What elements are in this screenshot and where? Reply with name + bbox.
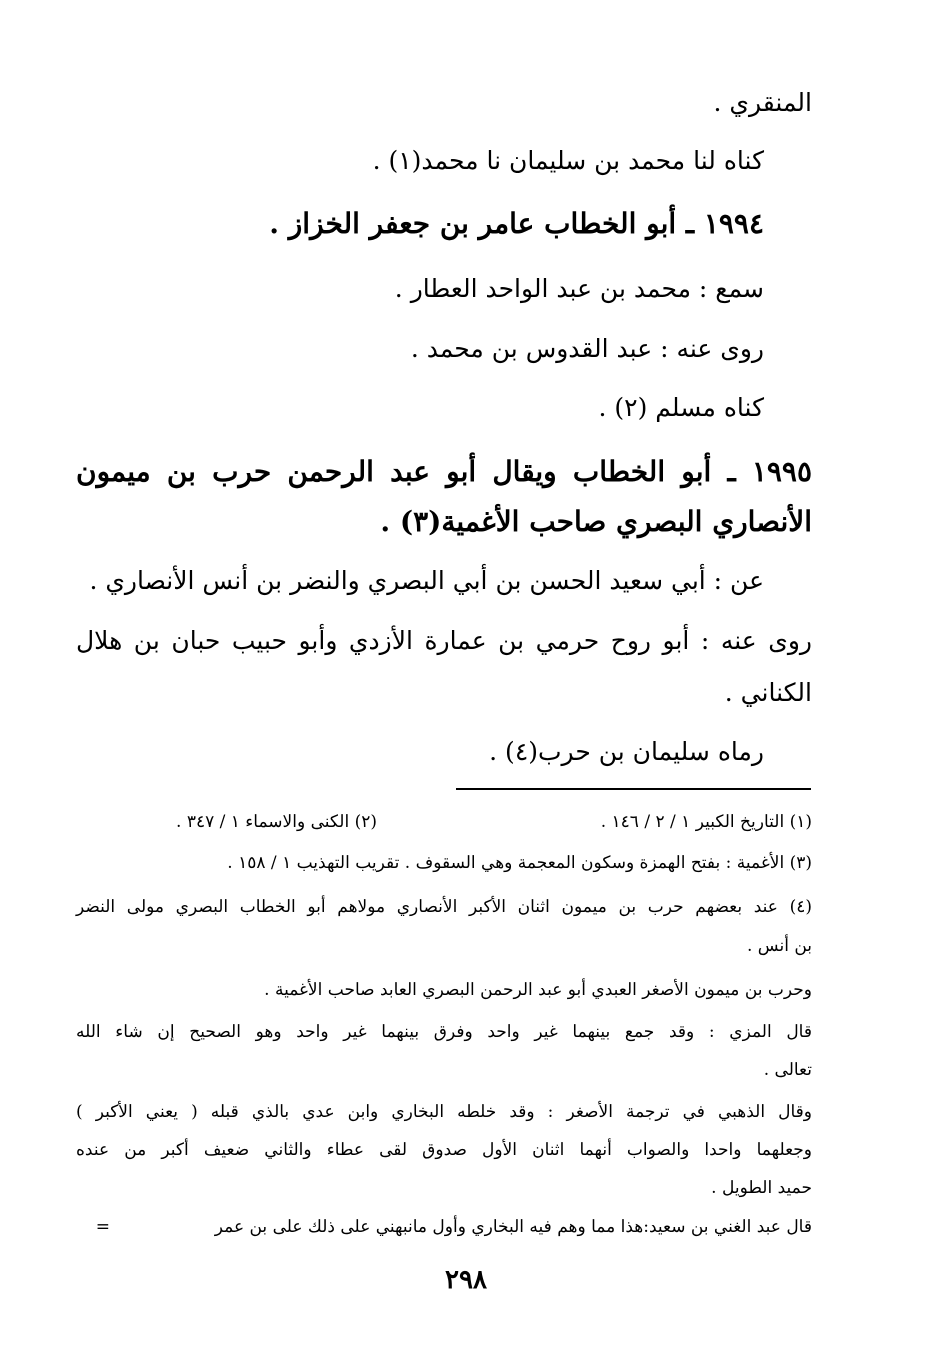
text-line: سمع : محمد بن عبد الواحد العطار . [394,274,764,303]
text-line: روى عنه : عبد القدوس بن محمد . [410,334,764,363]
footnote-4-line: تعالى . [763,1060,812,1080]
page-number: ٢٩٨ [445,1265,487,1295]
text-line: كناه لنا محمد بن سليمان نا محمد(١) . [372,146,764,175]
footnote-4-line: وحرب بن ميمون الأصغر العبدي أبو عبد الرحمن البصري العابد صاحب الأغمية . [264,980,812,1000]
text-line: المنقري . [713,88,812,117]
footnote-4-line: قال المزي : وقد جمع بينهما غير واحد وفرق بينهما غير واحد وهو الصحيح إن شاء الله [76,1022,812,1042]
footnote-4-line: قال عبد الغني بن سعيد:هذا مما وهم فيه البخاري وأول مانبهني على ذلك على بن عمر [214,1217,812,1237]
continuation-mark: = [95,1217,110,1237]
footnote-2: (٢) الكنى والاسماء ١ / ٣٤٧ . [176,812,377,832]
footnote-4-line: وقال الذهبي في ترجمة الأصغر : وقد خلطه البخاري وابن عدي بالذي قبله ( يعني الأكبر ) [76,1102,812,1122]
footnote-4-line: حميد الطويل . [711,1178,812,1198]
footnote-separator [456,788,811,790]
text-line: الكناني . [724,678,812,707]
footnote-4-line: وجعلهما واحدا والصواب أنهما اثنان الأول صدوق لقى عطاء والثاني ضعيف أكبر من عنده [76,1140,812,1160]
entry-heading-1994: ١٩٩٤ ـ أبو الخطاب عامر بن جعفر الخزاز . [269,207,764,240]
footnote-4: (٤) عند بعضهم حرب بن ميمون اثنان الأكبر الأنصاري مولاهم أبو الخطاب البصري مولى النضر [76,897,812,917]
text-line: كناه مسلم (٢) . [598,393,764,422]
footnote-1: (١) التاريخ الكبير ١ / ٢ / ١٤٦ . [600,812,812,832]
footnote-3: (٣) الأغمية : بفتح الهمزة وسكون المعجمة وهي السقوف . تقريب التهذيب ١ / ١٥٨ . [227,853,812,873]
footnote-4-line: بن أنس . [746,936,812,956]
entry-heading-1995-cont: الأنصاري البصري صاحب الأغمية(٣) . [380,505,812,538]
text-line: عن : أبي سعيد الحسن بن أبي البصري والنضر بن أنس الأنصاري . [89,566,764,595]
text-line: رماه سليمان بن حرب(٤) . [489,737,764,766]
entry-heading-1995: ١٩٩٥ ـ أبو الخطاب ويقال أبو عبد الرحمن حرب بن ميمون [76,455,812,488]
text-line: روى عنه : أبو روح حرمي بن عمارة الأزدي وأبو حبيب حبان بن هلال [76,626,812,655]
